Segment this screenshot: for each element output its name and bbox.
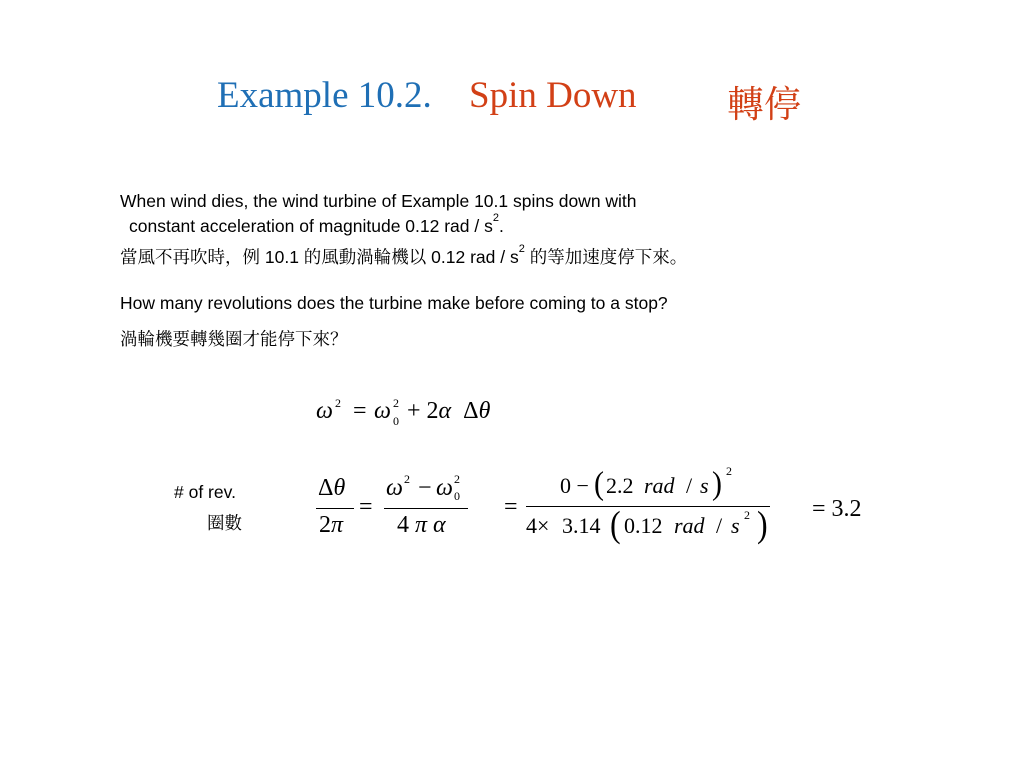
revolutions-label-chinese: 圈數 — [207, 513, 242, 533]
denominator-pi: 3.14 — [562, 513, 601, 538]
problem-line-3-chinese: 當風不再吹時，例 10.1 的風動渦輪機以 0.12 rad / $s^2$ 的等加速度停下來。 — [120, 243, 688, 267]
title-topic: Spin Down — [469, 75, 637, 116]
fraction-dtheta-over-2pi: Δθ 2π — [316, 470, 356, 550]
title-example-number: Example 10.2. — [217, 75, 432, 116]
equals-sign-1: = — [359, 494, 373, 520]
title-chinese: 轉停 — [727, 85, 801, 126]
question-english: How many revolutions does the turbine make before coming to a stop? — [120, 293, 668, 313]
equals-sign-2: = — [504, 494, 518, 520]
result-value: = 3.2 — [812, 496, 862, 522]
kinematic-equation: ω 2 = ω 2 0 + 2α Δθ — [316, 396, 491, 428]
denominator-alpha: 0.12 — [624, 513, 663, 538]
problem-line-2: constant acceleration of magnitude 0.12 rad / $s^2$. — [129, 212, 504, 236]
revolutions-label: # of rev. — [174, 482, 236, 502]
fraction-omega-difference: ω 2 − ω 2 0 4 π α — [384, 470, 474, 550]
numerator-value: 2.2 — [606, 473, 634, 498]
numeric-fraction: 0 − ( 2.2 rad / s ) 2 4× 3.14 ( 0.12 rad / s 2 ) — [526, 462, 776, 562]
question-chinese: 渦輪機要轉幾圈才能停下來？ — [120, 329, 348, 349]
problem-line-1: When wind dies, the wind turbine of Example 10.1 spins down with — [120, 191, 637, 211]
